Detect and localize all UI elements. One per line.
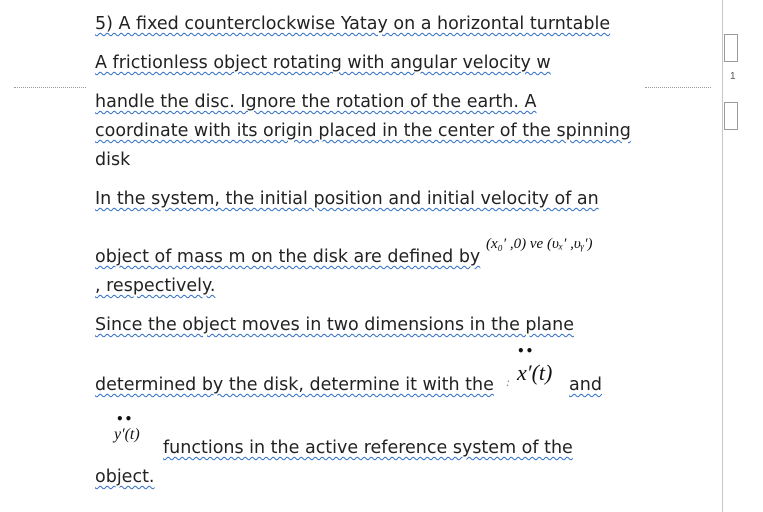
right-margin-area [723, 0, 763, 512]
double-dot-x: •• [517, 344, 535, 358]
text-line-4: coordinate with its origin placed in the center of the spinning [95, 121, 631, 141]
text-line-12: object. [95, 467, 155, 487]
text-line-7: object of mass m on the disk are defined by [95, 247, 481, 267]
comment-marker-box-1[interactable] [724, 34, 738, 62]
text-line-5: disk [95, 150, 131, 170]
text-line-8: , respectively. [95, 276, 216, 296]
text-line-3: handle the disc. Ignore the rotation of the earth. A [95, 92, 537, 112]
section-break-left [14, 87, 86, 88]
text-line-6: In the system, the initial position and initial velocity of an [95, 189, 599, 209]
text-line-1: 5) A fixed counterclockwise Yatay on a horizontal turntable [95, 14, 611, 34]
math-initial-conditions: (x₀′ ,0) ve (υₓ′ ,υᵧ′) [486, 236, 593, 252]
text-line-2: A frictionless object rotating with angular velocity w [95, 53, 551, 73]
comment-marker-box-2[interactable] [724, 102, 738, 130]
text-line-9: Since the object moves in two dimensions in the plane [95, 315, 574, 335]
text-and: and [569, 375, 602, 395]
math-colon: : [506, 375, 510, 389]
text-line-11: functions in the active reference system of the [163, 438, 573, 458]
section-break-right [645, 87, 711, 88]
math-x-double-prime: x′(t) [517, 360, 553, 385]
text-line-10: determined by the disk, determine it with the [95, 375, 494, 395]
double-dot-y: •• [116, 412, 134, 426]
math-y-double-prime: y′(t) [114, 426, 140, 443]
page-number: 1 [730, 71, 736, 82]
